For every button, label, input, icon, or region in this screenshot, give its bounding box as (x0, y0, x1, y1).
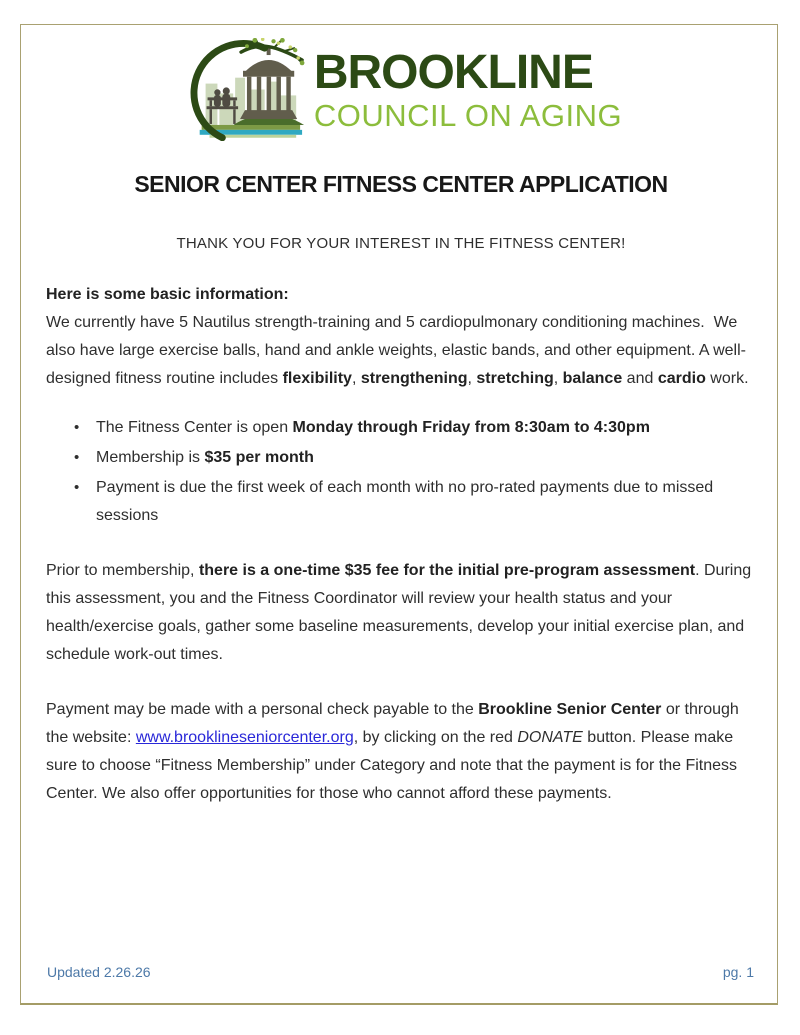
text-segment: Brookline Senior Center (478, 701, 662, 718)
text-segment: flexibility (282, 370, 352, 387)
text-segment: there is a one-time $35 fee for the initial pre-program assessment (198, 562, 696, 579)
logo-brand-name: BROOKLINE (313, 45, 593, 99)
text-segment: , (553, 370, 563, 387)
website-link[interactable]: www.brooklineseniorcenter.org (135, 729, 354, 746)
brookline-coa-logo (46, 38, 756, 141)
page-content (46, 0, 756, 808)
info-bullet-list (46, 414, 756, 530)
page-number: pg. 1 (722, 964, 754, 980)
text-segment: Prior to membership, (46, 562, 199, 579)
bullet-item (74, 414, 756, 442)
bullet-item (74, 474, 756, 530)
intro-paragraph (46, 309, 756, 393)
text-segment: , (351, 370, 361, 387)
text-segment: The Fitness Center is open (96, 419, 293, 436)
text-segment: Payment is due the first week of each month with no pro-rated payments due to missed sessions (96, 479, 718, 524)
text-segment: We currently have 5 Nautilus strength-training and 5 cardiopulmonary conditioning machines. We also have large exercise balls, hand and ankle weights, elastic bands, and other equipment. A well-designed fitness routine includes (46, 314, 746, 387)
document-title: SENIOR CENTER FITNESS CENTER APPLICATION (134, 171, 668, 197)
document-subtitle: THANK YOU FOR YOUR INTEREST IN THE FITNESS CENTER! (176, 235, 626, 252)
text-segment: Membership is (96, 449, 205, 466)
text-segment: or through the website: (46, 701, 744, 746)
text-segment: button. Please make sure to choose “Fitness Membership” under Category and note that the payment is for the Fitness Center. We also offer opportunities for those who cannot afford these payments. (46, 729, 742, 802)
logo-wordmark (313, 45, 623, 133)
text-segment: , (467, 370, 477, 387)
text-segment: stretching (476, 370, 554, 387)
text-segment: . During this assessment, you and the Fitness Coordinator will review your health status and your health/exercise goals, gather some baseline measurements, develop your initial exercise plan, and schedule work-out times. (46, 562, 756, 663)
text-segment: $35 per month (204, 449, 314, 466)
updated-date: Updated 2.26.26 (47, 964, 151, 980)
text-segment: Monday through Friday from 8:30am to 4:30pm (292, 419, 650, 436)
bullet-item (74, 444, 756, 472)
text-segment: balance (562, 370, 623, 387)
text-segment: DONATE (517, 729, 583, 746)
text-segment: strengthening (360, 370, 468, 387)
logo-brand-subtitle: COUNCIL ON AGING (313, 97, 623, 133)
text-segment: , by clicking on the red (353, 729, 518, 746)
text-segment: cardio (657, 370, 706, 387)
assessment-paragraph (46, 557, 756, 669)
text-segment: Payment may be made with a personal check payable to the (46, 701, 479, 718)
page-footer (47, 964, 754, 980)
logo-emblem-icon (180, 38, 308, 141)
section-heading: Here is some basic information: (46, 286, 289, 303)
text-segment: and (622, 370, 658, 387)
text-segment: work. (705, 370, 749, 387)
payment-paragraph (46, 696, 756, 808)
